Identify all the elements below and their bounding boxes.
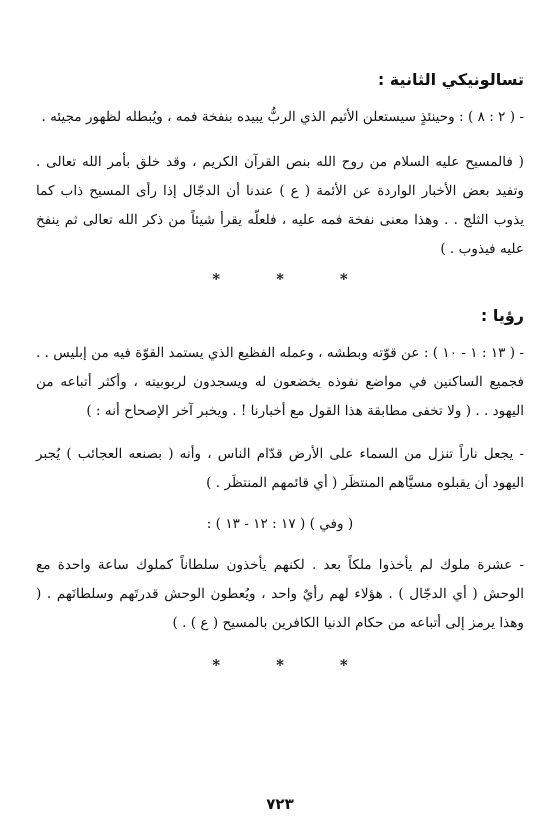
verse-reference: ( وفي ) ( ١٧ : ١٢ - ١٣ ) : (206, 516, 354, 532)
page-body (36, 70, 524, 692)
verse-paragraph: - عشرة ملوك لم يأخذوا ملكاً بعد . لكنهم يأخذون سلطاناً كملوك ساعة واحدة مع الوحش ( أي الدجّال ) . هؤلاء لهم رأيٌ واحد ، ويُعطون الوحش قدرتَهم وسلطانَهم . ( وهذا يرمز إلى أتباعه من حكام الدنيا الكافرين بالمسيح ( ع ) . ) (36, 557, 524, 631)
commentary-paragraph: ( فالمسيح عليه السلام من روح الله بنص القرآن الكريم ، وقد خلق بأمر الله تعالى . وتفيد بعض الأخبار الواردة عن الأئمة ( ع ) عندنا أن الدجّال إذا رأى المسيح ذاب كما يذوب الثلج . . وهذا معنى نفخة فمه عليه ، فلعلّه يقرأ شيئاً من ذكر الله تعالى ثم ينفخ عليه فيذوب . ) (36, 154, 524, 257)
verse-paragraph: - ( ١٣ : ١ - ١٠ ) : عن قوّته وبطشه ، وعمله الفظيع الذي يستمد القوّة فيه من إبليس . . فجميع الساكنين في مواضع نفوذه يخضعون له ويسجدون لربوبيته ، وأكثر أتباعه من اليهود . . ( ولا تخفى مطابقة هذا القول مع أخبارنا ! . ويخبر آخر الإصحاح أنه : ) (36, 345, 524, 419)
separator-star: * (276, 270, 284, 288)
page-number: ٧٢٣ (266, 795, 294, 813)
separator-star: * (339, 270, 348, 288)
verse-paragraph: - ( ٢ : ٨ ) : وحينئذٍ سيستعلن الأثيم الذي الربُّ يبيده بنفخة فمه ، ويُبطله لظهور مجيئه . (41, 109, 524, 125)
verse-paragraph: - يجعل ناراً تنزل من السماء على الأرض قدّام الناس ، وأنه ( بصنعه العجائب ) يُجبر اليهود أن يقبلوه مسيَّاهم المنتظَر ( أي قائمهم المنتظَر . ) (36, 446, 524, 491)
section-separator (36, 656, 524, 674)
section-heading-thessalonians: تسالونيكي الثانية : (377, 70, 524, 89)
separator-star: * (339, 656, 348, 674)
separator-star: * (212, 270, 221, 288)
section-heading-revelation: رؤيا : (480, 306, 524, 325)
separator-star: * (212, 656, 221, 674)
section-separator (36, 270, 524, 288)
paragraph-gap (36, 132, 524, 148)
separator-star: * (276, 656, 284, 674)
